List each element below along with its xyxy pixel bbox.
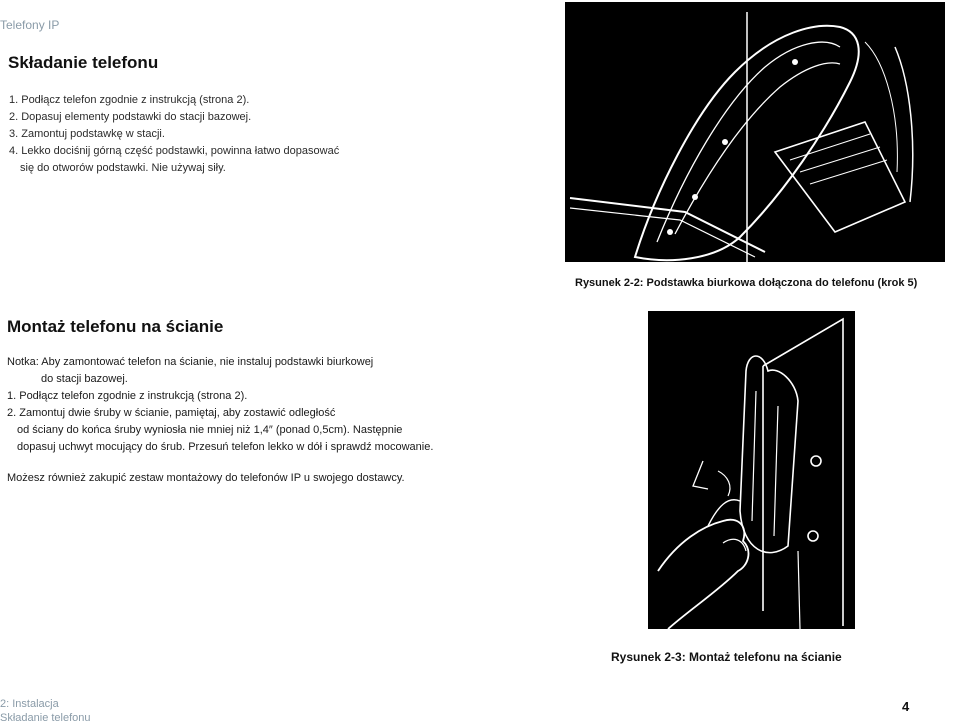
wall-step-2-line-2: od ściany do końca śruby wyniosła nie mniej niż 1,4″ (ponad 0,5cm). Następnie (17, 424, 403, 436)
footer-chapter: 2: Instalacja (0, 698, 59, 710)
wall-step-2-line-3: dopasuj uchwyt mocujący do śrub. Przesuń telefon lekko w dół i sprawdź mocowanie. (17, 441, 434, 453)
desk-stand-drawing (565, 2, 945, 262)
footer-section: Składanie telefonu (0, 712, 91, 724)
desk-stand-illustration (565, 2, 945, 262)
desk-step-4-cont: się do otworów podstawki. Nie używaj siły. (20, 162, 226, 174)
wall-instructions (7, 354, 433, 487)
section-title-wall: Montaż telefonu na ścianie (7, 317, 224, 336)
note-line-1: Notka: Aby zamontować telefon na ścianie, nie instaluj podstawki biurkowej (7, 356, 374, 368)
wall-mount-drawing (648, 311, 855, 629)
figure-caption-desk: Rysunek 2-2: Podstawka biurkowa dołączona do telefonu (krok 5) (575, 277, 918, 289)
figure-caption-wall: Rysunek 2-3: Montaż telefonu na ścianie (611, 650, 842, 664)
note-line-2: do stacji bazowej. (41, 373, 128, 385)
wall-mount-illustration (648, 311, 855, 629)
wall-extra-note: Możesz również zakupić zestaw montażowy do telefonów IP u swojego dostawcy. (7, 472, 405, 484)
page-footer (0, 697, 91, 725)
wall-step-2-line-1: 2. Zamontuj dwie śruby w ścianie, pamiętaj, aby zostawić odległość (7, 407, 336, 419)
desk-steps-list (9, 92, 339, 177)
desk-step-2: 2. Dopasuj elementy podstawki do stacji bazowej. (9, 111, 252, 123)
section-title-desk: Składanie telefonu (8, 53, 159, 72)
desk-step-4: 4. Lekko dociśnij górną część podstawki, powinna łatwo dopasować (9, 145, 340, 157)
wall-step-1: 1. Podłącz telefon zgodnie z instrukcją (strona 2). (7, 390, 248, 402)
running-header: Telefony IP (0, 18, 60, 32)
desk-step-3: 3. Zamontuj podstawkę w stacji. (9, 128, 165, 140)
desk-step-1: 1. Podłącz telefon zgodnie z instrukcją (strona 2). (9, 94, 250, 106)
page-number: 4 (902, 699, 910, 714)
